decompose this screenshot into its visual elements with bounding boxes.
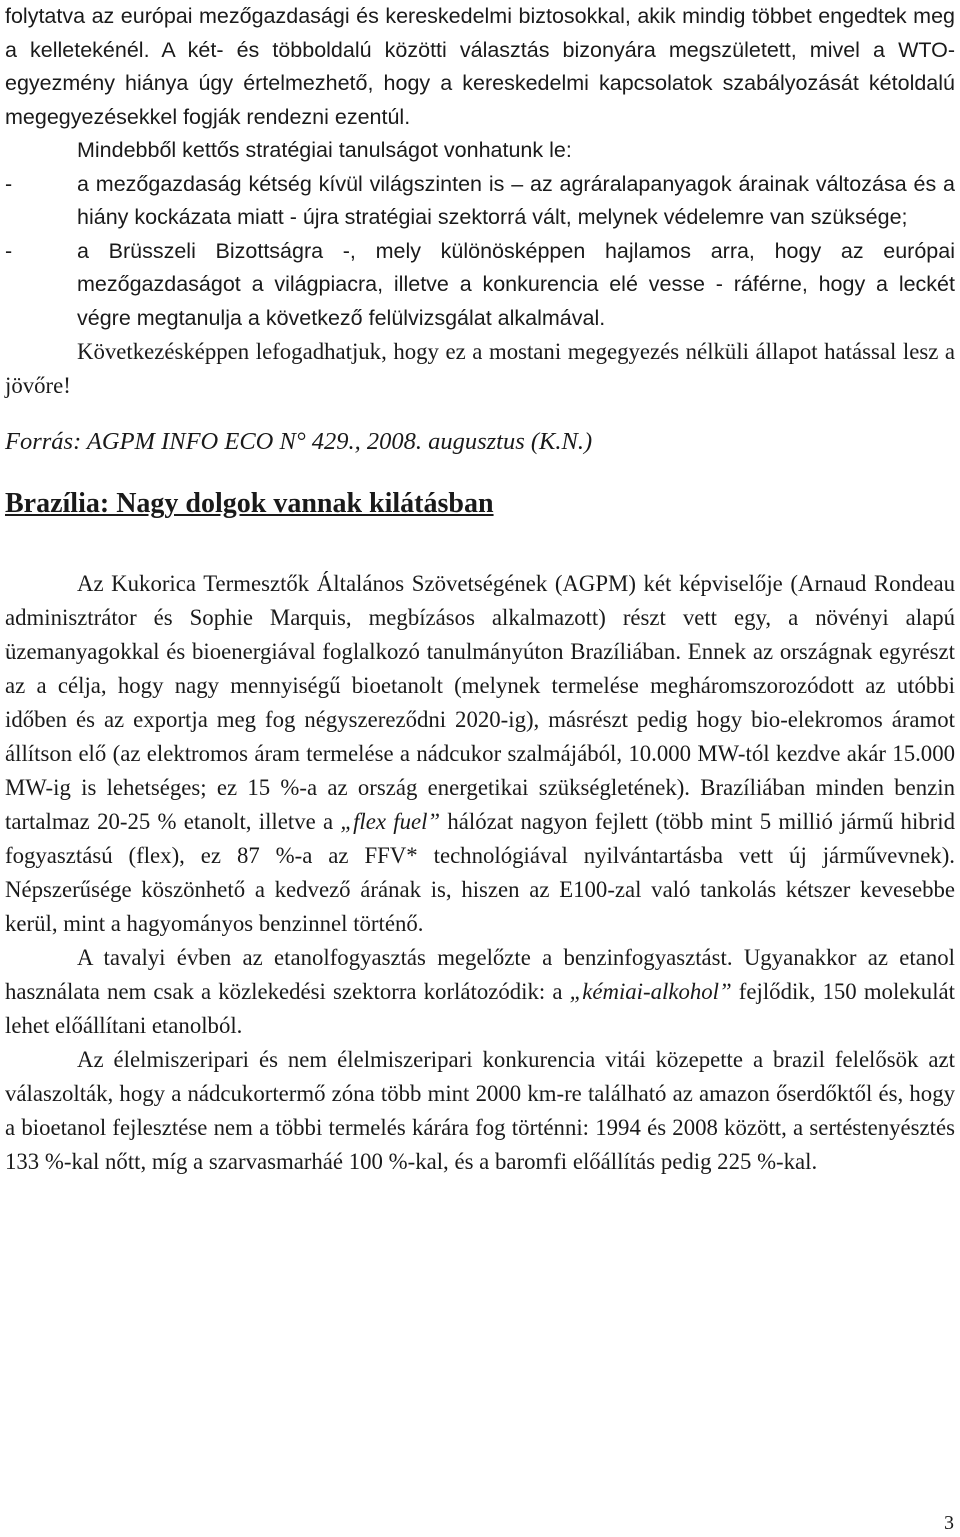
article-paragraph-2: A tavalyi évben az etanolfogyasztás megelőzte a benzinfogyasztást. Ugyanakkor az etanol használata nem csak a közlekedési szektorra korlátozódik: a „kémiai-alkohol” fejlődik, 150 molekulát lehet előállítani etanolból. xyxy=(5,945,955,1038)
list-item: - a mezőgazdaság kétség kívül világszinten is – az agráralapanyagok árainak változása és a hiány kockázata miatt - újra stratégiai szektorrá vált, melynek védelemre van szüksége; xyxy=(5,168,955,235)
article-paragraph-3: Az élelmiszeripari és nem élelmiszeripari konkurencia vitái közepette a brazil felelősök azt válaszolták, hogy a nádcukortermő zóna több mint 2000 km-re található az amazon őserdőktől és, hogy a bioetanol fejlesztése nem a többi termelés kárára fog történni: 1994 és 2008 között, a sertéstenyésztés 133 %-kal nőtt, míg a szarvasmarháé 100 %-kal, és a baromfi előállítás pedig 225 %-kal. xyxy=(5,1047,955,1174)
bullet-dash: - xyxy=(5,238,13,263)
article-body xyxy=(5,567,955,1179)
chemical-alcohol-term: „kémiai-alkohol” xyxy=(569,979,732,1004)
lessons-intro: Mindebből kettős stratégiai tanulságot vonhatunk le: xyxy=(77,138,572,162)
article-paragraph-1: Az Kukorica Termesztők Általános Szövetségének (AGPM) két képviselője (Arnaud Rondeau adminisztrátor és Sophie Marquis, megbízásos alkalmazott) részt vett egy, a növényi alapú üzemanyagokkal és bioenergiával foglalkozó tanulmányúton Brazíliában. Ennek az országnak egyrészt az a célja, hogy nagy mennyiségű bioetanolt (melynek termelése megháromszorozódott az utóbbi időben és az exportja meg fog négyszereződni 2020-ig), másrészt pedig hogy bio-elekromos áramot állítson elő (az elektromos áram termelése a nádcukor szalmájából, 10.000 MW-tól kezdve akár 15.000 MW-ig is lehetséges; ez 15 %-a az ország energetikai szükségletének). Brazíliában minden benzin tartalmaz 20-25 % etanolt, illetve a „flex fuel” hálózat nagyon fejlett (több mint 5 millió jármű hibrid fogyasztású (flex), ez 87 %-a az FFV* technológiával nyilvántartásba vett új járművevnek). Népszerűsége köszönhető a kedvező árának is, hiszen az E100-zal való tankolás kétszer kevesebbe kerül, mint a hagyományos benzinnel történő. xyxy=(5,571,955,936)
document-page xyxy=(5,0,955,1179)
source-line: Forrás: AGPM INFO ECO N° 429., 2008. augusztus (K.N.) xyxy=(5,428,593,455)
top-section xyxy=(5,0,955,335)
flex-fuel-term: „flex fuel” xyxy=(340,809,441,834)
conclusion-paragraph: Következésképpen lefogadhatjuk, hogy ez a mostani megegyezés nélküli állapot hatással lesz a jövőre! xyxy=(5,339,955,398)
lessons-list xyxy=(5,168,955,336)
article-title: Brazília: Nagy dolgok vannak kilátásban xyxy=(5,488,494,519)
bullet-dash: - xyxy=(5,171,13,196)
page-number: 3 xyxy=(944,1512,954,1534)
paragraph-wto: folytatva az európai mezőgazdasági és kereskedelmi biztosokkal, akik mindig többet engedtek meg a kelletekénél. A két- és többoldalú közötti választás bizonyára megszületett, mivel a WTO-egyezmény hiánya úgy értelmezhető, hogy a kereskedelmi kapcsolatok szabályozását kétoldalú megegyezésekkel fogják rendezni ezentúl. xyxy=(5,4,955,129)
list-item: - a Brüsszeli Bizottságra -, mely különösképpen hajlamos arra, hogy az európai mezőgazdaságot a világpiacra, illetve a konkurencia elé vesse - ráférne, hogy a leckét végre megtanulja a következő felülvizsgálat alkalmával. xyxy=(5,235,955,336)
